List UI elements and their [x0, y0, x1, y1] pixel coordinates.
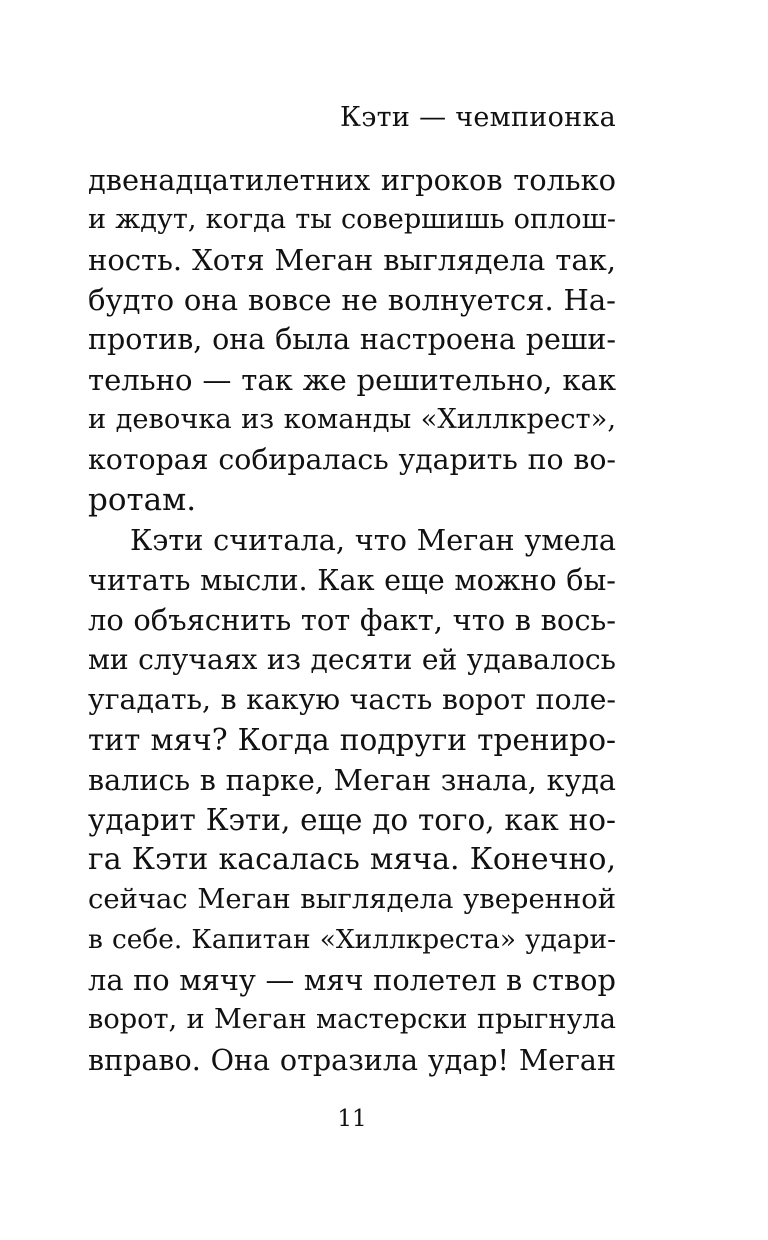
text-line: которая собиралась ударить по во-: [88, 443, 616, 476]
text-line: ми случаях из десяти ей удавалось: [88, 643, 616, 676]
text-line: двенадцатилетних игроков только: [88, 163, 616, 197]
text-line: ударит Кэти, еще до того, как но-: [88, 803, 616, 837]
text-line: вались в парке, Меган знала, куда: [88, 763, 616, 797]
text-line: угадать, в какую часть ворот поле-: [88, 683, 616, 716]
text-line: читать мысли. Как еще можно бы-: [88, 563, 616, 597]
text-line: ность. Хотя Меган выглядела так,: [88, 243, 616, 277]
text-line: будто она вовсе не волнуется. На-: [88, 283, 616, 317]
text-line: сейчас Меган выглядела уверенной: [88, 884, 616, 915]
text-line-paragraph-start: Кэти считала, что Меган умела: [130, 523, 616, 557]
text-line: и девочка из команды «Хиллкрест»,: [88, 404, 616, 435]
text-line: тельно — так же решительно, как: [88, 363, 616, 397]
text-line: вправо. Она отразила удар! Меган: [88, 1043, 616, 1077]
text-line: в себе. Капитан «Хиллкреста» удари-: [88, 925, 616, 955]
running-header-title: Кэти — чемпионка: [340, 102, 616, 133]
page-number: 11: [337, 1106, 367, 1132]
text-line: ла по мячу — мяч полетел в створ: [88, 963, 616, 997]
text-line: ворот, и Меган мастерски прыгнула: [88, 1004, 616, 1035]
text-line: тит мяч? Когда подруги трениро-: [88, 723, 616, 757]
text-line: против, она была настроена реши-: [88, 323, 616, 356]
text-line: и ждут, когда ты совершишь оплош-: [88, 204, 616, 235]
text-line: га Кэти касалась мяча. Конечно,: [88, 842, 616, 877]
body-text: [88, 160, 616, 1080]
text-line: ло объяснить тот факт, что в вось-: [88, 603, 616, 637]
text-line-paragraph-end: ротам.: [88, 482, 197, 518]
